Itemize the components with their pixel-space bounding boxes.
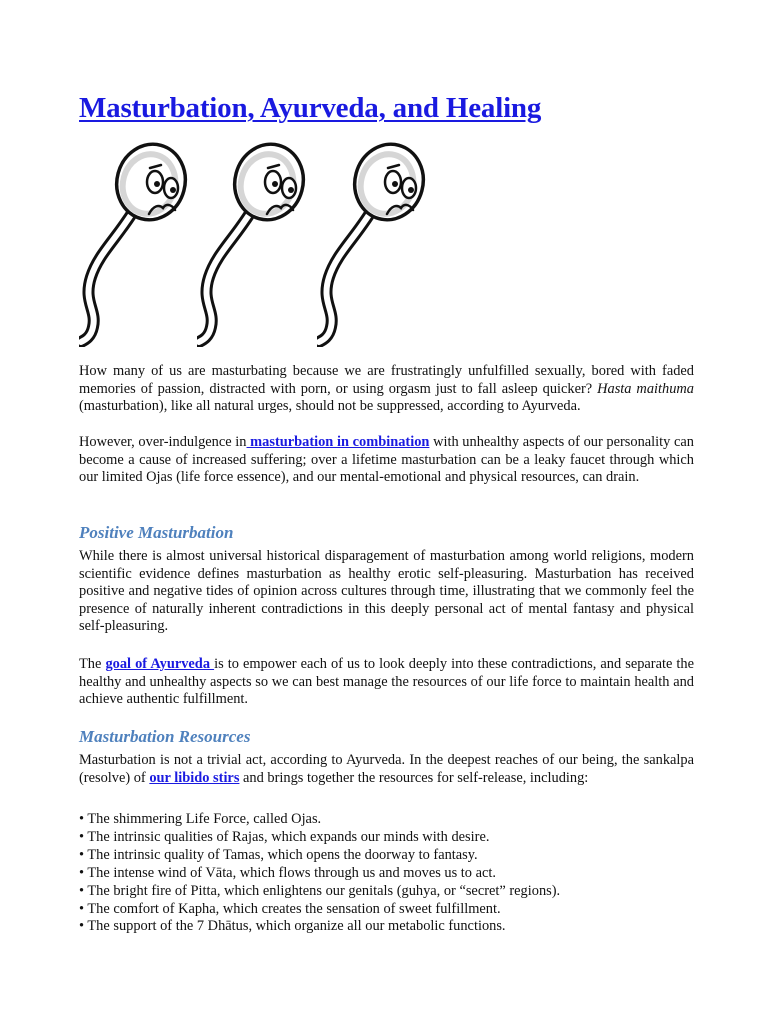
- goal-paragraph: [79, 656, 694, 709]
- intro-text-end: (masturbation), like all natural urges, should not be suppressed, according to Ayurveda.: [79, 398, 581, 415]
- illustration-row: [79, 142, 449, 347]
- list-item: • The comfort of Kapha, which creates the sensation of sweet fulfillment.: [79, 900, 501, 917]
- our-libido-stirs-link[interactable]: our libido stirs: [149, 769, 240, 786]
- worried-sperm-icon: [197, 142, 307, 347]
- positive-paragraph: While there is almost universal historical disparagement of masturbation among world religions, modern scientific evidence defines masturbation as healthy erotic self-pleasuring. Masturbation has received positive and negative tides of opinion across cultures through time, illustrating that we commonly feel the presence of naturally inherent contradictions in this deeply personal act of mental fantasy and physical self-pleasuring.: [79, 548, 694, 635]
- resources-text-end: and brings together the resources for self-release, including:: [239, 769, 589, 786]
- goal-text: The: [79, 656, 106, 672]
- overindulgence-text: However, over-indulgence in: [79, 434, 247, 450]
- masturbation-in-combination-link[interactable]: masturbation in combination: [246, 434, 430, 450]
- intro-italic-term: Hasta maithuma: [597, 380, 694, 397]
- heading-masturbation-resources: Masturbation Resources: [79, 727, 251, 746]
- list-item: • The bright fire of Pitta, which enlightens our genitals (guhya, or “secret” regions).: [79, 882, 561, 899]
- intro-text: How many of us are masturbating because we are frustratingly unfulfilled sexually, bored with faded memories of passion, distracted with porn, or using orgasm just to fall asleep quicker?: [79, 363, 694, 397]
- worried-sperm-icon: [79, 142, 189, 347]
- goal-text-end: is to empower each of us to look deeply into these contradictions, and separate the healthy and unhealthy aspects so we can best manage the resources of our life force to maintain health and achieve authentic fulfillment.: [79, 656, 694, 708]
- overindulgence-paragraph: [79, 434, 694, 487]
- list-item: • The support of the 7 Dhātus, which organize all our metabolic functions.: [79, 918, 506, 935]
- page-title[interactable]: Masturbation, Ayurveda, and Healing: [79, 92, 542, 124]
- resources-list: [79, 811, 694, 936]
- resources-paragraph: [79, 752, 694, 787]
- overindulgence-text-end: with unhealthy aspects of our personality can become a cause of increased suffering; over a lifetime masturbation can be a leaky faucet through which our limited Ojas (life force essence), and our mental-emotional and physical resources, can drain.: [79, 434, 694, 486]
- list-item: • The shimmering Life Force, called Ojas.: [79, 811, 322, 827]
- worried-sperm-icon: [317, 142, 427, 347]
- resources-text: Masturbation is not a trivial act, according to Ayurveda. In the deepest reaches of our being, the sankalpa (resolve) of: [79, 752, 694, 786]
- heading-positive-masturbation: Positive Masturbation: [79, 523, 234, 542]
- intro-paragraph: [79, 363, 694, 416]
- list-item: • The intense wind of Vāta, which flows through us and moves us to act.: [79, 864, 496, 881]
- list-item: • The intrinsic qualities of Rajas, which expands our minds with desire.: [79, 828, 490, 845]
- list-item: • The intrinsic quality of Tamas, which opens the doorway to fantasy.: [79, 846, 478, 863]
- goal-of-ayurveda-link[interactable]: goal of Ayurveda: [105, 656, 215, 672]
